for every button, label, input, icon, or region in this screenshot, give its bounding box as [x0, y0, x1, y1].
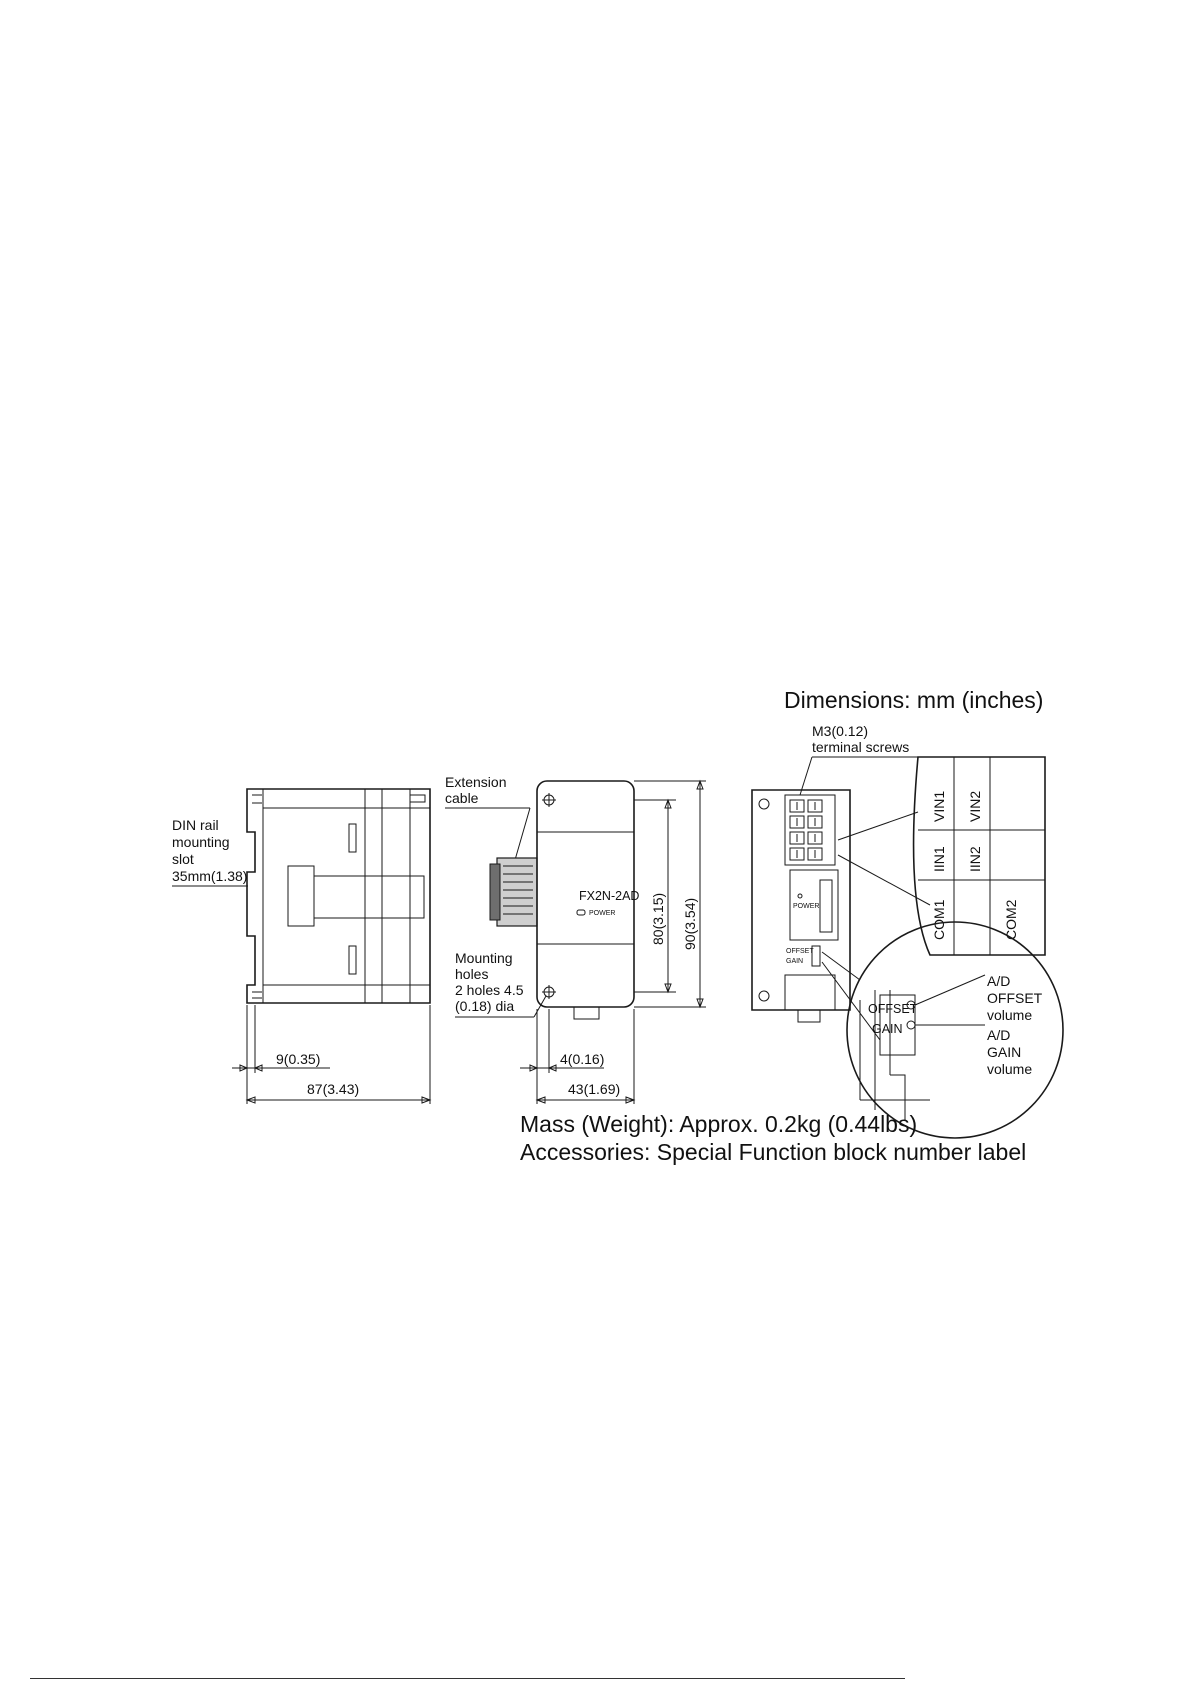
din-rail-label-4: 35mm(1.38)	[172, 868, 248, 884]
ad-offset-label-2: OFFSET	[987, 990, 1043, 1006]
front-dim-height-inner: 80(3.15)	[650, 892, 666, 945]
din-rail-label-3: slot	[172, 851, 194, 867]
gain-label-zoom: GAIN	[872, 1022, 903, 1036]
screw-label-1: M3(0.12)	[812, 723, 869, 739]
power-label: POWER	[793, 903, 820, 910]
terminal-iin1: IIN1	[931, 846, 947, 872]
model-name: FX2N-2AD	[579, 889, 640, 903]
din-rail-label-2: mounting	[172, 834, 230, 850]
terminal-vin1: VIN1	[931, 790, 947, 822]
units-title: Dimensions: mm (inches)	[784, 687, 1044, 713]
offset-label-small: OFFSET	[786, 948, 814, 955]
side-dim-small: 9(0.35)	[276, 1051, 321, 1067]
gain-label-small: GAIN	[786, 958, 804, 965]
offset-label-zoom: OFFSET	[868, 1002, 918, 1016]
terminal-vin2: VIN2	[967, 790, 983, 822]
ad-offset-label-1: A/D	[987, 973, 1011, 989]
terminal-com1: COM1	[931, 899, 947, 940]
mass-text: Mass (Weight): Approx. 0.2kg (0.44lbs)	[520, 1111, 918, 1137]
side-view	[172, 789, 430, 1104]
power-led-label: POWER	[589, 910, 616, 917]
side-dim-width: 87(3.43)	[307, 1081, 360, 1097]
mounting-holes-label-1: Mounting	[455, 950, 513, 966]
mounting-holes-label-3: 2 holes 4.5	[455, 982, 524, 998]
screw-label-2: terminal screws	[812, 739, 910, 755]
front-dim-height-outer: 90(3.54)	[682, 897, 698, 950]
accessories-text: Accessories: Special Function block number label	[520, 1139, 1027, 1165]
ad-gain-label-3: volume	[987, 1061, 1033, 1077]
page-bottom-rule	[30, 1678, 905, 1679]
terminal-view	[752, 723, 1063, 1138]
extension-cable-label-1: Extension	[445, 774, 507, 790]
terminal-com2: COM2	[1003, 899, 1019, 940]
din-rail-label-1: DIN rail	[172, 817, 219, 833]
mounting-holes-label-4: (0.18) dia	[455, 998, 515, 1014]
mounting-holes-label-2: holes	[455, 966, 489, 982]
front-dim-width: 43(1.69)	[568, 1081, 621, 1097]
ad-gain-label-1: A/D	[987, 1027, 1011, 1043]
front-view	[445, 774, 706, 1104]
extension-cable-label-2: cable	[445, 790, 479, 806]
front-dim-offset: 4(0.16)	[560, 1051, 605, 1067]
terminal-iin2: IIN2	[967, 846, 983, 872]
ad-offset-label-3: volume	[987, 1007, 1033, 1023]
ad-gain-label-2: GAIN	[987, 1044, 1022, 1060]
